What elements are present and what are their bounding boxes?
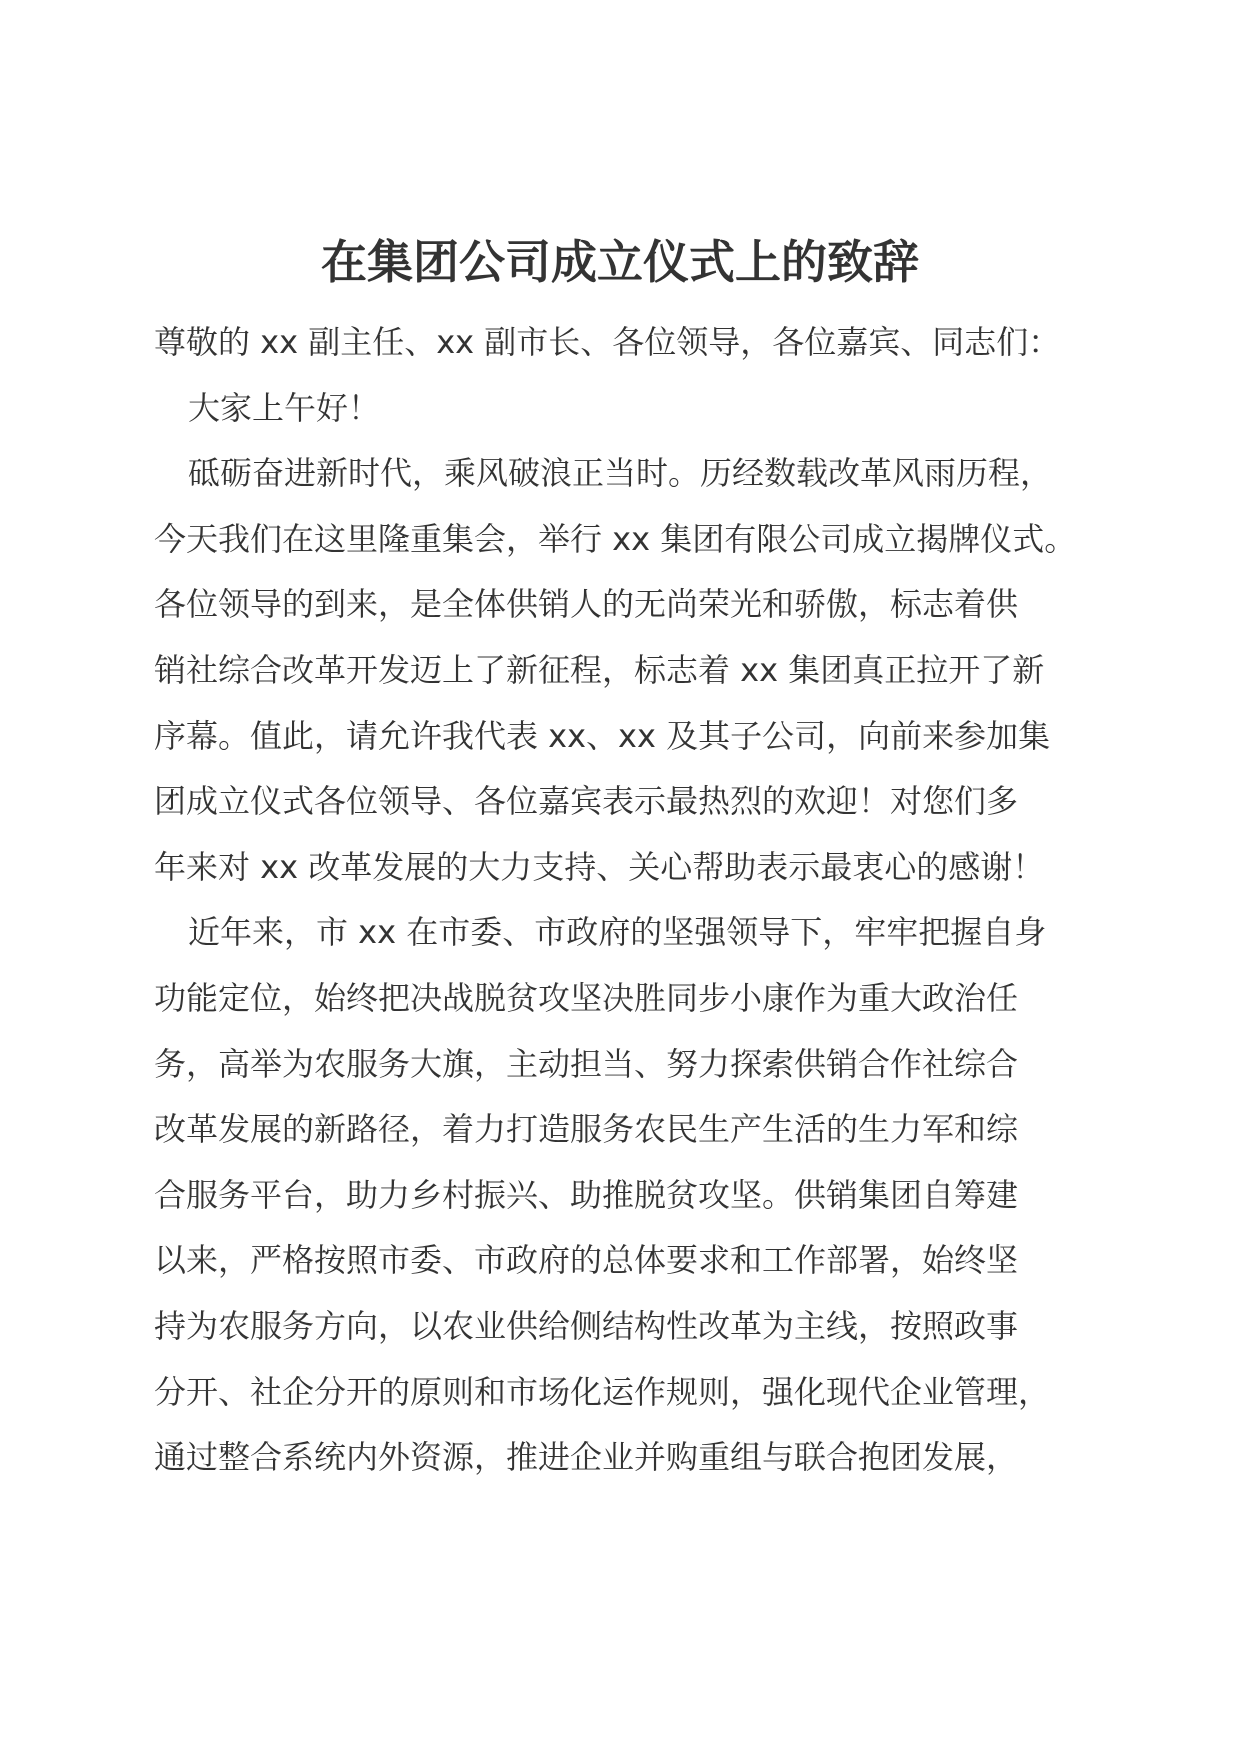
text-line: 功能定位，始终把决战脱贫攻坚决胜同步小康作为重大政治任 bbox=[154, 978, 1019, 1017]
document-body bbox=[154, 310, 1094, 1491]
text-line: 持为农服务方向，以农业供给侧结构性改革为主线，按照政事 bbox=[154, 1306, 1019, 1345]
text-line: 以来，严格按照市委、市政府的总体要求和工作部署，始终坚 bbox=[154, 1241, 1019, 1280]
document-title: 在集团公司成立仪式上的致辞 bbox=[321, 235, 919, 289]
text-line: 各位领导的到来，是全体供销人的无尚荣光和骄傲，标志着供 bbox=[154, 585, 1019, 624]
text-line: 大家上午好！ bbox=[188, 388, 381, 427]
text-line: 今天我们在这里隆重集会，举行 xx 集团有限公司成立揭牌仪式。 bbox=[154, 519, 1077, 558]
text-line: 砥砺奋进新时代，乘风破浪正当时。历经数载改革风雨历程， bbox=[188, 454, 1053, 493]
text-line: 序幕。值此，请允许我代表 xx、xx 及其子公司，向前来参加集 bbox=[154, 716, 1051, 755]
text-line: 分开、社企分开的原则和市场化运作规则，强化现代企业管理， bbox=[154, 1372, 1051, 1411]
text-line: 务，高举为农服务大旗，主动担当、努力探索供销合作社综合 bbox=[154, 1044, 1019, 1083]
text-line: 销社综合改革开发迈上了新征程，标志着 xx 集团真正拉开了新 bbox=[154, 650, 1045, 689]
text-line: 近年来，市 xx 在市委、市政府的坚强领导下，牢牢把握自身 bbox=[188, 913, 1047, 952]
text-line: 团成立仪式各位领导、各位嘉宾表示最热烈的欢迎！对您们多 bbox=[154, 782, 1019, 821]
text-line: 年来对 xx 改革发展的大力支持、关心帮助表示最衷心的感谢！ bbox=[154, 847, 1045, 886]
text-line: 改革发展的新路径，着力打造服务农民生产生活的生力军和综 bbox=[154, 1110, 1019, 1149]
text-line: 合服务平台，助力乡村振兴、助推脱贫攻坚。供销集团自筹建 bbox=[154, 1175, 1019, 1214]
text-line: 尊敬的 xx 副主任、xx 副市长、各位领导，各位嘉宾、同志们： bbox=[154, 323, 1061, 361]
text-line: 通过整合系统内外资源，推进企业并购重组与联合抱团发展， bbox=[154, 1438, 1019, 1477]
